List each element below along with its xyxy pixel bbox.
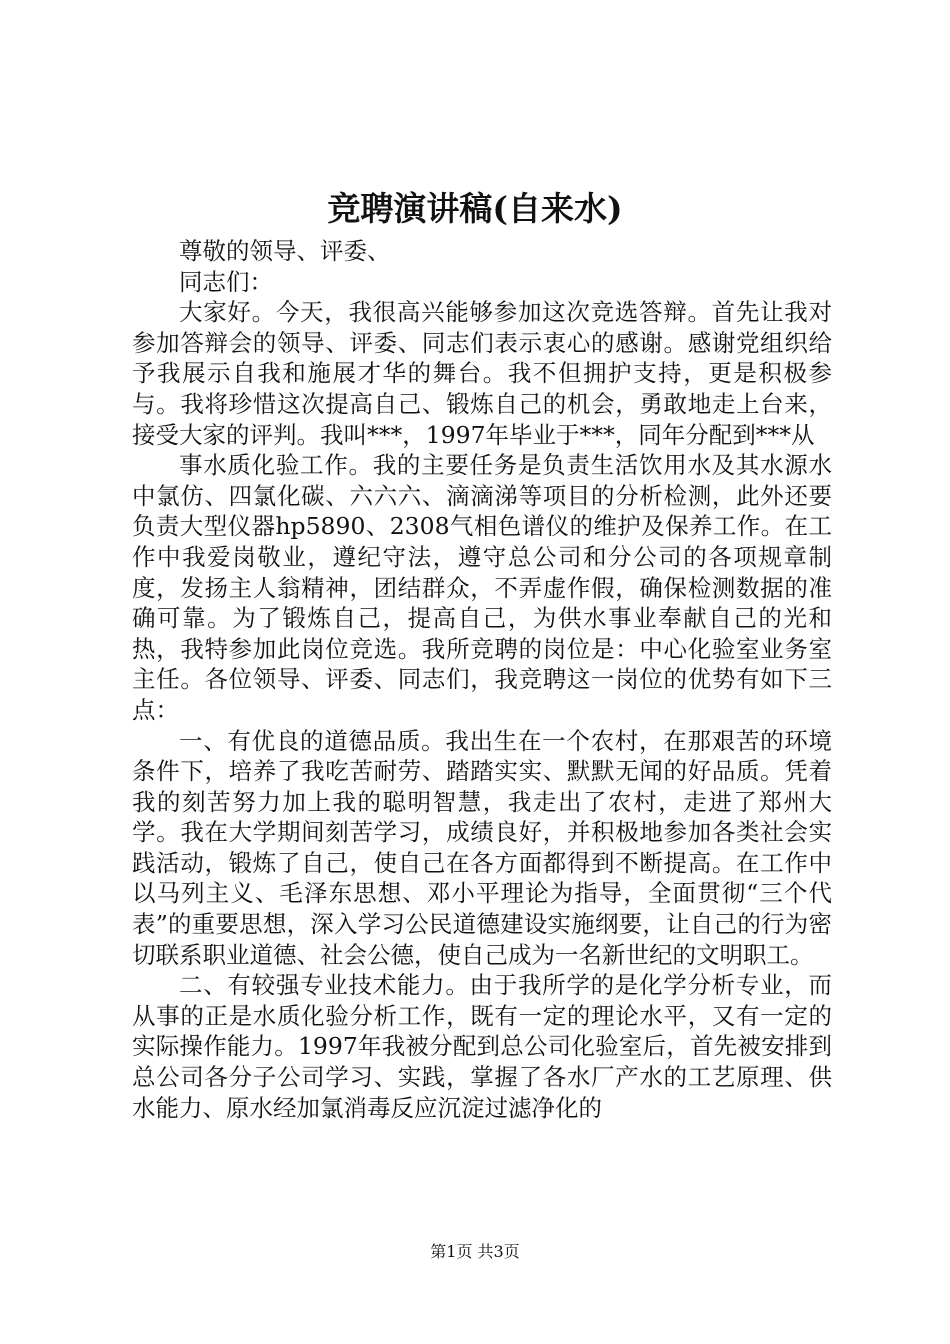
paragraph-job-duties: 事水质化验工作。我的主要任务是负责生活饮用水及其水源水中氯仿、四氯化碳、六六六、滴滴涕等项目的分析检测，此外还要负责大型仪器hp5890、2308气相色谱仪的维护及保养工作。在工作中我爱岗敬业，遵纪守法，遵守总公司和分公司的各项规章制度，发扬主人翁精神，团结群众，不弄虚作假，确保检测数据的准确可靠。为了锻炼自己，提高自己，为供水事业奉献自己的光和热，我特参加此岗位竞选。我所竞聘的岗位是：中心化验室业务室主任。各位领导、评委、同志们，我竞聘这一岗位的优势有如下三点： [132,451,832,724]
salutation-line-2: 同志们： [179,267,273,296]
salutation-line-1: 尊敬的领导、评委、 [179,237,391,265]
document-body [132,236,832,1123]
paragraph-point-one: 一、有优良的道德品质。我出生在一个农村，在那艰苦的环境条件下，培养了我吃苦耐劳、踏踏实实、默默无闻的好品质。凭着我的刻苦努力加上我的聪明智慧，我走出了农村，走进了郑州大学。我在大学期间刻苦学习，成绩良好，并积极地参加各类社会实践活动，锻炼了自己，使自己在各方面都得到不断提高。在工作中以马列主义、毛泽东思想、邓小平理论为指导，全面贯彻“三个代表”的重要思想，深入学习公民道德建设实施纲要，让自己的行为密切联系职业道德、社会公德，使自己成为一名新世纪的文明职工。 [132,726,832,969]
document-title: 竞聘演讲稿(自来水) [327,189,623,228]
page-footer: 第1页 共3页 [430,1242,520,1261]
paragraph-point-two: 二、有较强专业技术能力。由于我所学的是化学分析专业，而从事的正是水质化验分析工作，既有一定的理论水平，又有一定的实际操作能力。1997年我被分配到总公司化验室后，首先被安排到总公司各分子公司学习、实践，掌握了各水厂产水的工艺原理、供水能力、原水经加氯消毒反应沉淀过滤净化的 [132,971,832,1122]
paragraph-introduction: 大家好。今天，我很高兴能够参加这次竞选答辩。首先让我对参加答辩会的领导、评委、同志们表示衷心的感谢。感谢党组织给予我展示自我和施展才华的舞台。我不但拥护支持，更是积极参与。我将珍惜这次提高自己、锻炼自己的机会，勇敢地走上台来，接受大家的评判。我叫***，1997年毕业于***，同年分配到***从 [132,298,832,449]
